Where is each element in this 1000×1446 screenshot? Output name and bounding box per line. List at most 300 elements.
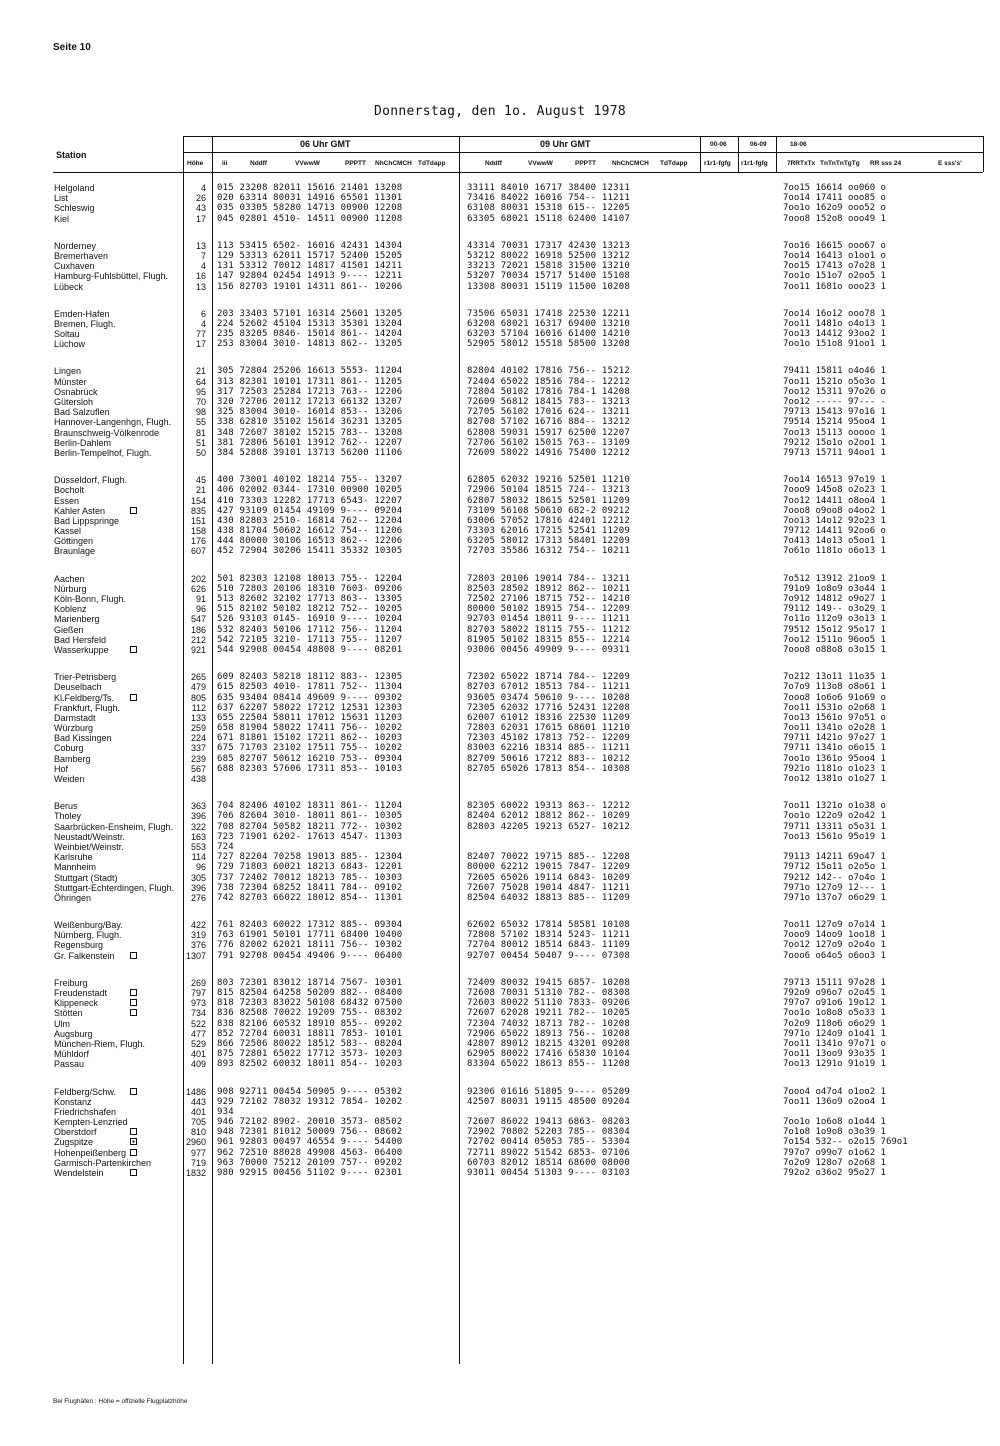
station-height: 1832 [185,1168,206,1178]
mountain-station-marker-icon [130,999,137,1006]
period-values: 7oo12 1381o o1o27 1 [783,774,886,784]
obs-09-utc: 72702 00414 05053 785-- 53304 [467,1137,630,1148]
station-height: 265 [190,672,206,683]
obs-06-utc: 655 22504 58011 17012 15631 11203 [217,712,403,723]
obs-06-utc: 763 61901 50101 17711 68400 10400 [217,930,403,941]
station-height: 64 [195,376,206,387]
station-name: Bocholt [54,485,85,496]
obs-06-utc: 384 52808 39101 13713 56200 11106 [217,447,403,458]
station-row [0,214,1000,224]
obs-09-utc: 42807 89012 18215 43201 09208 [467,1038,630,1049]
station-height: 337 [190,743,206,754]
station-height: 4 [200,318,206,329]
station-name: Freiburg [54,977,88,988]
station-height: 810 [190,1127,206,1138]
obs-09-utc: 72409 80032 19415 6857- 10208 [467,977,630,988]
header-nddff-09: Nddff [485,160,502,167]
obs-06-utc: 866 72506 80022 18512 583-- 08204 [217,1038,403,1049]
period-values: 792o9 o96o7 o2o45 1 [783,988,886,998]
obs-06-utc: 542 72105 3210- 17113 755-- 11207 [217,634,403,645]
station-height: 269 [190,977,206,988]
station-row [0,940,1000,950]
station-row [0,1019,1000,1029]
period-values: 7o413 14o13 o5oo1 1 [783,536,886,547]
station-height: 212 [190,634,206,645]
station-name: Karlsruhe [54,852,93,863]
header-clouds-06: NhChCMCH [375,160,412,167]
obs-09-utc: 72303 45102 17813 752-- 12209 [467,733,630,744]
period-values: 7921o 1181o o1o23 1 [783,763,886,774]
station-row [0,261,1000,271]
station-groups [0,183,1000,1195]
obs-09-utc: 73506 65031 17418 22530 12211 [467,308,630,319]
obs-09-utc: 73303 62016 17215 52541 11209 [467,526,630,537]
station-height: 4 [200,183,206,193]
mountain-station-marker-icon [130,1149,137,1156]
station-name: Öhringen [54,892,92,903]
obs-06-utc: 510 72803 20106 18310 7603- 09206 [217,583,403,594]
station-row [0,387,1000,397]
obs-06-utc: 317 72503 25284 17213 763-- 12206 [217,386,403,397]
station-row [0,883,1000,893]
station-row [0,764,1000,774]
station-height: 376 [190,940,206,951]
station-name: Nürburg [54,583,87,594]
obs-09-utc: 80000 62212 19015 7847- 12209 [467,862,630,873]
station-group [0,183,1000,224]
mountain-station-marker-icon [130,646,137,653]
period-values: 7o7o9 113o8 o8o61 1 [783,682,886,693]
station-height: 396 [190,882,206,893]
obs-06-utc: 729 71803 60021 18213 6843- 12201 [217,862,403,873]
obs-09-utc: 43314 70031 17317 42430 13213 [467,240,630,251]
obs-06-utc: 381 72806 56101 13912 762-- 12207 [217,437,403,448]
station-row [0,604,1000,614]
period-values: 7ooo9 145o8 o2o23 1 [783,485,886,496]
header-precip: RR sss 24 [870,160,902,167]
header-min-temp: TnTnTnTgTg [820,160,860,167]
period-values: 7oo11 1341o 97o71 o [783,1038,886,1049]
mountain-station-marker-icon [130,1138,137,1145]
station-height: 522 [190,1018,206,1029]
station-row [0,366,1000,376]
obs-09-utc: 62805 62032 19216 52501 11210 [467,475,630,486]
station-height: 202 [190,573,206,584]
obs-09-utc: 82404 62012 18812 862-- 10209 [467,811,630,822]
period-values: 7oo13 14412 93oo2 1 [783,329,886,340]
station-height: 114 [191,852,206,863]
header-vvwww-09: VVwwW [528,160,553,167]
header-top-rule [183,136,983,137]
station-row [0,693,1000,703]
station-height: 176 [190,536,206,547]
period-values: 7oo13 1291o 91o19 1 [783,1059,886,1070]
station-row [0,282,1000,292]
station-height: 17 [195,339,206,350]
station-height: 626 [190,583,206,594]
period-values: 7oo11 13oo9 93o35 1 [783,1049,886,1060]
obs-06-utc: 513 82602 32102 17713 863-- 13305 [217,594,403,604]
station-row [0,1097,1000,1107]
obs-06-utc: 980 92915 00456 51102 9---- 02301 [217,1168,403,1178]
obs-06-utc: 203 33403 57101 16314 25601 13205 [217,308,403,319]
station-height: 77 [195,329,206,340]
obs-09-utc: 82407 70022 19715 885-- 12208 [467,852,630,863]
station-height: 186 [190,624,206,635]
obs-06-utc: 235 83205 0846- 15014 861-- 14204 [217,329,403,340]
obs-06-utc: 406 02002 0344- 17310 00900 10205 [217,485,403,496]
period-values: 7ooo9 14oo9 1oo18 1 [783,930,886,941]
period-values: 7oo11 1681o ooo23 1 [783,281,886,292]
obs-09-utc: 72803 62031 17615 68601 11210 [467,723,630,734]
obs-06-utc: 526 93103 0145- 16910 9---- 10204 [217,614,403,625]
obs-06-utc: 737 72402 70012 18213 785-- 10303 [217,872,403,883]
station-height: 719 [190,1157,206,1168]
station-name: Schleswig [54,203,95,214]
obs-09-utc: 82803 42205 19213 6527- 10212 [467,821,630,832]
obs-09-utc: 93006 00456 49909 9---- 09311 [467,644,630,655]
station-name: Essen [54,495,80,506]
obs-09-utc: 72608 70031 51310 782-- 08308 [467,988,630,998]
station-height: 239 [190,753,206,764]
obs-09-utc: 72304 74032 18713 782-- 10208 [467,1018,630,1029]
obs-06-utc: 727 82204 70258 19013 885-- 12304 [217,852,403,863]
station-row [0,801,1000,811]
station-row [0,672,1000,682]
obs-06-utc: 948 72301 81012 50009 756-- 08602 [217,1127,403,1138]
period-values: 7oo1o 1361o 95oo4 1 [783,753,886,764]
obs-09-utc: 73109 56108 50610 682-2 09212 [467,505,630,516]
station-name: Soltau [54,329,80,340]
mountain-station-marker-icon [130,952,137,959]
period-values: 79411 15811 o4o46 1 [783,366,886,377]
station-name: München-Riem, Flugh. [54,1038,146,1049]
station-height: 7 [200,250,206,261]
station-name: Nürnberg, Flugh. [54,930,122,941]
station-row [0,1039,1000,1049]
station-row [0,251,1000,261]
station-height: 16 [195,271,206,282]
station-name: Zugspitze [54,1137,94,1148]
period-values: 791o9 1o8o9 o3o44 1 [783,583,886,594]
obs-09-utc: 92306 01616 51805 9---- 05209 [467,1086,630,1097]
obs-09-utc: 72302 65022 18714 784-- 12209 [467,672,630,683]
station-row [0,594,1000,604]
station-row [0,1008,1000,1018]
station-row [0,506,1000,516]
station-name: Hohenpeißenberg [54,1147,127,1158]
obs-09-utc: 62808 59031 15917 62500 12207 [467,427,630,438]
obs-09-utc: 72711 89022 51542 6853- 07106 [467,1147,630,1158]
period-values: 7o2o9 128o7 o2o68 1 [783,1157,886,1168]
period-values: 7o1o8 1o9o8 o3o39 1 [783,1127,886,1138]
header-ppptt-06: PPPTT [345,160,366,167]
station-height: 1307 [185,950,206,961]
period-values: 7oo13 14o12 92o23 1 [783,515,886,526]
mountain-station-marker-icon [130,1169,137,1176]
separator-0006 [700,136,701,172]
period-values: 7oo1o 162o9 ooo52 o [783,203,886,214]
obs-06-utc: 438 81704 50602 16612 754-- 11206 [217,526,403,537]
station-name: Kassel [54,526,82,537]
obs-06-utc: 818 72303 83022 50108 68432 07500 [217,998,403,1009]
station-group [0,366,1000,458]
station-name: Garmisch-Partenkirchen [54,1157,152,1168]
station-height: 96 [195,862,206,873]
station-group [0,574,1000,656]
obs-06-utc: 035 03305 58280 14713 00900 12208 [217,203,403,214]
station-name: Göttingen [54,536,94,547]
obs-09-utc: 13308 80031 15119 11500 10208 [467,281,630,292]
mountain-station-marker-icon [130,1128,137,1135]
station-row [0,438,1000,448]
period-values: 7ooo4 o47o4 o1oo2 1 [783,1086,886,1097]
obs-09-utc: 83304 65022 18613 855-- 11208 [467,1059,630,1070]
period-values: 7971o 124o9 o1o41 1 [783,1028,886,1039]
station-height: 401 [190,1049,206,1060]
period-values: 7oo1o 122o9 o2o42 1 [783,811,886,822]
station-name: Gr. Falkenstein [54,950,115,961]
station-name: Regensburg [54,940,104,951]
obs-09-utc: 72605 65026 19114 6843- 10209 [467,872,630,883]
station-name: Feldberg/Schw. [54,1086,117,1097]
obs-06-utc: 348 72607 38102 15215 783-- 13208 [217,427,403,438]
obs-09-utc: 72705 56102 17016 624-- 13211 [467,407,630,418]
station-row [0,723,1000,733]
obs-09-utc: 82504 64032 18813 885-- 11209 [467,892,630,903]
station-group [0,672,1000,784]
obs-09-utc: 72607 75028 19014 4847- 11211 [467,882,630,893]
obs-09-utc: 52905 58012 15518 58500 13208 [467,339,630,350]
obs-06-utc: 706 82604 3010- 18011 861-- 10305 [217,811,403,822]
station-row [0,978,1000,988]
obs-09-utc: 62905 80022 17416 65830 10104 [467,1049,630,1060]
station-name: Klippeneck [54,998,99,1009]
obs-06-utc: 688 82303 57606 17311 853-- 10103 [217,763,403,774]
obs-06-utc: 929 72102 78032 19312 7854- 10202 [217,1096,403,1107]
obs-06-utc: 338 62810 35102 15614 36231 13205 [217,417,403,428]
station-height: 17 [195,213,206,224]
header-ppptt-09: PPPTT [575,160,596,167]
station-name: Berlin-Tempelhof, Flugh. [54,447,152,458]
obs-06-utc: 637 62207 58022 17212 12531 12303 [217,702,403,713]
period-values: 7ooo8 1o6o6 91o69 o [783,692,886,703]
period-values: 7oo15 17413 o7o28 1 [783,261,886,272]
station-row [0,574,1000,584]
station-height: 26 [195,193,206,204]
obs-09-utc: 72803 20106 19014 784-- 13211 [467,573,630,584]
period-values: 7oo14 16513 97o19 1 [783,475,886,486]
station-group [0,978,1000,1070]
station-name: Bremen, Flugh. [54,318,116,329]
mountain-station-marker-icon [130,507,137,514]
station-name: Lüchow [54,339,86,350]
station-name: Weißenburg/Bay. [54,920,123,931]
period-values: 79212 15o1o o2oo1 1 [783,437,886,448]
station-row [0,1049,1000,1059]
station-name: Passau [54,1059,85,1070]
station-name: Darmstadt [54,712,96,723]
obs-09-utc: 82709 50616 17212 883-- 10212 [467,753,630,764]
station-row [0,183,1000,193]
page-number: Seite 10 [53,42,91,53]
station-height: 409 [190,1059,206,1070]
station-group [0,920,1000,961]
header-vvwww-06: VVwwW [295,160,320,167]
obs-09-utc: 72906 65022 18913 756-- 10208 [467,1028,630,1039]
period-values: 7oo12 15311 97o26 o [783,386,886,397]
station-row [0,448,1000,458]
station-height: 51 [195,437,206,448]
period-values: 7oo11 136o9 o2oo4 1 [783,1096,886,1107]
obs-09-utc: 72808 57102 18314 5243- 11211 [467,930,630,941]
obs-09-utc: 81905 50102 18315 855-- 12214 [467,634,630,645]
obs-06-utc: 015 23208 82011 15616 21401 13208 [217,183,403,193]
station-row [0,536,1000,546]
station-name: Deuselbach [54,682,102,693]
obs-09-utc: 42507 80031 19115 48500 09204 [467,1096,630,1107]
period-values: 7o61o 1181o o6o13 1 [783,546,886,557]
station-height: 151 [190,515,206,526]
station-height: 607 [190,546,206,557]
station-row [0,862,1000,872]
station-name: Stuttgart (Stadt) [54,872,118,883]
header-max-temp: 7RRTxTx [787,160,816,167]
station-group [0,309,1000,350]
station-name: Koblenz [54,604,87,615]
obs-09-utc: 80000 50102 18915 754-- 12209 [467,604,630,615]
obs-06-utc: 852 72704 60031 18811 7853- 10101 [217,1028,403,1039]
obs-09-utc: 72404 65022 18516 784-- 12212 [467,376,630,387]
period-values: 7o154 532-- o2o15 769o1 [783,1137,908,1148]
period-values: 7oo11 1341o o2o28 1 [783,723,886,734]
header-hoehe: Höhe [187,160,204,167]
obs-09-utc: 53212 80022 16918 52500 13212 [467,250,630,261]
obs-06-utc: 444 80000 30106 16513 862-- 12206 [217,536,403,547]
station-row [0,417,1000,427]
obs-06-utc: 131 53312 70012 14817 41501 14211 [217,261,403,272]
obs-06-utc: 803 72301 83012 18714 7567- 10301 [217,977,403,988]
station-height: 319 [190,930,206,941]
obs-06-utc: 724 [217,841,234,852]
period-values: 79712 14411 92oo6 o [783,526,886,537]
station-name: Konstanz [54,1096,92,1107]
station-row [0,842,1000,852]
station-height: 96 [195,604,206,615]
station-row [0,635,1000,645]
station-group [0,1087,1000,1179]
station-name: Cuxhaven [54,261,95,272]
station-name: Bamberg [54,753,91,764]
station-height: 835 [190,505,206,516]
obs-09-utc: 82804 40102 17816 756-- 15212 [467,366,630,377]
station-row [0,625,1000,635]
period-values: 79711 1341o o6o15 1 [783,743,886,754]
station-name: Trier-Petrisberg [54,672,117,683]
station-name: Bad Kissingen [54,733,112,744]
station-name: Neustadt/Weinstr. [54,831,125,842]
header-06-09: 06-09 [750,141,767,148]
header-bottom-rule [183,172,983,173]
obs-06-utc: 020 63314 80031 14916 65501 11301 [217,193,403,204]
station-row [0,241,1000,251]
obs-06-utc: 761 82403 60022 17312 885-- 09304 [217,920,403,931]
station-name: Bremerhaven [54,250,109,261]
station-name: Wasserkuppe [54,644,109,655]
obs-06-utc: 224 52602 45104 15313 35301 13204 [217,318,403,329]
obs-09-utc: 72703 35586 16312 754-- 10211 [467,546,630,557]
station-name: Mannheim [54,862,97,873]
station-height: 396 [190,811,206,822]
station-row [0,822,1000,832]
station-row [0,1168,1000,1178]
station-height: 529 [190,1038,206,1049]
obs-06-utc: 963 70000 75212 20109 757-- 09202 [217,1157,403,1168]
station-name: Lübeck [54,281,84,292]
obs-06-utc: 838 82106 60532 18910 855-- 09202 [217,1018,403,1029]
period-values: 7oo14 17411 ooo85 o [783,193,886,204]
obs-06-utc: 305 72804 25206 16613 5553- 11204 [217,366,403,377]
period-values: 7oo12 1511o 96oo5 1 [783,634,886,645]
obs-06-utc: 129 53313 62011 15717 52400 15205 [217,250,403,261]
station-height: 973 [190,998,206,1009]
obs-06-utc: 946 72102 8902- 20010 3573- 08502 [217,1117,403,1128]
obs-09-utc: 62602 65032 17814 58581 10108 [467,920,630,931]
station-name: Saarbrücken-Ensheim, Flugh. [54,821,174,832]
station-height: 422 [190,920,206,931]
station-height: 276 [190,892,206,903]
header-r1: r1r1-fgfg [704,160,731,167]
obs-06-utc: 704 82406 40102 18311 861-- 11204 [217,801,403,812]
station-row [0,584,1000,594]
period-values: 7o212 13o11 11o35 1 [783,672,886,683]
report-title: Donnerstag, den 1o. August 1978 [374,104,626,119]
station-name: Weinbiet/Weinstr. [54,841,124,852]
obs-09-utc: 62807 58032 18615 52501 11209 [467,495,630,506]
obs-06-utc: 908 92711 00454 50905 9---- 05302 [217,1086,403,1097]
header-snow: E sss's' [938,160,962,167]
obs-09-utc: 53207 70034 15717 51400 15108 [467,271,630,282]
station-height: 477 [190,1028,206,1039]
station-group [0,475,1000,557]
station-height: 95 [195,386,206,397]
station-height: 363 [190,801,206,812]
obs-09-utc: 82705 65026 17813 854-- 10308 [467,763,630,774]
station-height: 259 [190,723,206,734]
station-row [0,475,1000,485]
obs-06-utc: 675 71703 23102 17511 755-- 10202 [217,743,403,754]
station-name: Friedrichshafen [54,1106,117,1117]
station-name: Tholey [54,811,82,822]
obs-09-utc: 33213 72021 15818 31500 13210 [467,261,630,272]
obs-06-utc: 427 93109 01454 49109 9---- 09204 [217,505,403,516]
obs-09-utc: 72609 58022 14916 75400 12212 [467,447,630,458]
station-height: 224 [190,733,206,744]
station-name: Marienberg [54,614,100,625]
mountain-station-marker-icon [130,1009,137,1016]
header-clouds-09: NhChCMCH [612,160,649,167]
station-row [0,203,1000,213]
station-row [0,951,1000,961]
period-values: 7oo13 1561o 95o19 1 [783,831,886,842]
period-values: 7971o 127o9 12--- 1 [783,882,886,893]
station-row [0,319,1000,329]
station-height: 705 [190,1117,206,1128]
period-values: 7o512 13912 21oo9 1 [783,573,886,584]
header-09-gmt: 09 Uhr GMT [540,139,591,149]
station-name: Kempten-Lenzried [54,1117,128,1128]
station-name: Kl.Feldberg/Ts. [54,692,115,703]
